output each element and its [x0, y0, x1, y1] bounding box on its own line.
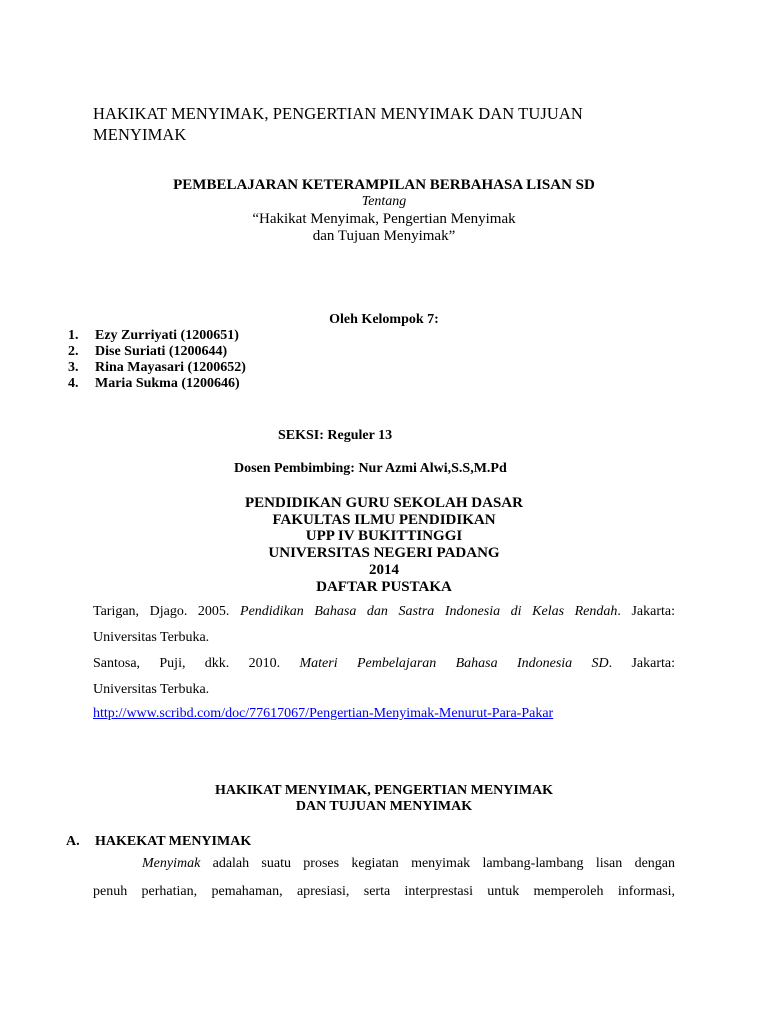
course-title: PEMBELAJARAN KETERAMPILAN BERBAHASA LISAN SD	[173, 177, 595, 193]
term-menyimak: Menyimak	[142, 856, 201, 871]
subsection-title: HAKEKAT MENYIMAK	[95, 834, 252, 849]
member-number: 3.	[68, 360, 79, 375]
reference-link[interactable]: http://www.scribd.com/doc/77617067/Pengertian-Menyimak-Menurut-Para-Pakar	[93, 706, 554, 721]
group-label: Oleh Kelompok 7:	[329, 312, 439, 327]
member-number: 1.	[68, 328, 79, 343]
reference-continuation: Universitas Terbuka.	[93, 682, 210, 697]
bibliography-heading: DAFTAR PUSTAKA	[316, 579, 452, 595]
reference-continuation: Universitas Terbuka.	[93, 630, 210, 645]
institution-line-3: UPP IV BUKITTINGGI	[305, 528, 463, 544]
topic-line-2: dan Tujuan Menyimak”	[312, 228, 456, 244]
member-number: 4.	[68, 376, 79, 391]
body-paragraph-line	[93, 856, 675, 872]
reference-entry	[93, 656, 675, 672]
reference-author: Tarigan, Djago. 2005.	[93, 604, 241, 619]
topic-line-1: “Hakikat Menyimak, Pengertian Menyimak	[252, 211, 516, 227]
subsection-letter: A.	[66, 834, 80, 849]
reference-book-title: Pendidikan Bahasa dan Sastra Indonesia di Kelas Rendah	[240, 604, 618, 619]
reference-publisher: . Jakarta:	[617, 604, 676, 619]
institution-line-4: UNIVERSITAS NEGERI PADANG	[268, 545, 500, 561]
reference-book-title: Materi Pembelajaran Bahasa Indonesia SD	[299, 656, 609, 671]
institution-line-2: FAKULTAS ILMU PENDIDIKAN	[272, 512, 496, 528]
member-name: Maria Sukma (1200646)	[95, 376, 240, 391]
body-paragraph-line: penuh perhatian, pemahaman, apresiasi, serta interprestasi untuk memperoleh informasi,	[93, 884, 675, 899]
member-number: 2.	[68, 344, 79, 359]
member-name: Dise Suriati (1200644)	[95, 344, 228, 359]
document-title: HAKIKAT MENYIMAK, PENGERTIAN MENYIMAK DAN TUJUAN MENYIMAK	[93, 104, 583, 144]
member-name: Rina Mayasari (1200652)	[95, 360, 246, 375]
section-title-line-1: HAKIKAT MENYIMAK, PENGERTIAN MENYIMAK	[214, 783, 554, 798]
section-title-line-2: DAN TUJUAN MENYIMAK	[295, 799, 473, 814]
about-label: Tentang	[361, 194, 407, 209]
institution-year: 2014	[369, 562, 399, 578]
reference-author: Santosa, Puji, dkk. 2010.	[93, 656, 300, 671]
supervisor-label: Dosen Pembimbing: Nur Azmi Alwi,S.S,M.Pd	[234, 461, 507, 476]
reference-publisher: . Jakarta:	[608, 656, 675, 671]
section-label: SEKSI: Reguler 13	[278, 428, 393, 443]
reference-entry	[93, 604, 675, 620]
paragraph-text: adalah suatu proses kegiatan menyimak lambang-lambang lisan dengan	[200, 856, 675, 871]
member-name: Ezy Zurriyati (1200651)	[95, 328, 239, 343]
institution-line-1: PENDIDIKAN GURU SEKOLAH DASAR	[245, 495, 523, 511]
